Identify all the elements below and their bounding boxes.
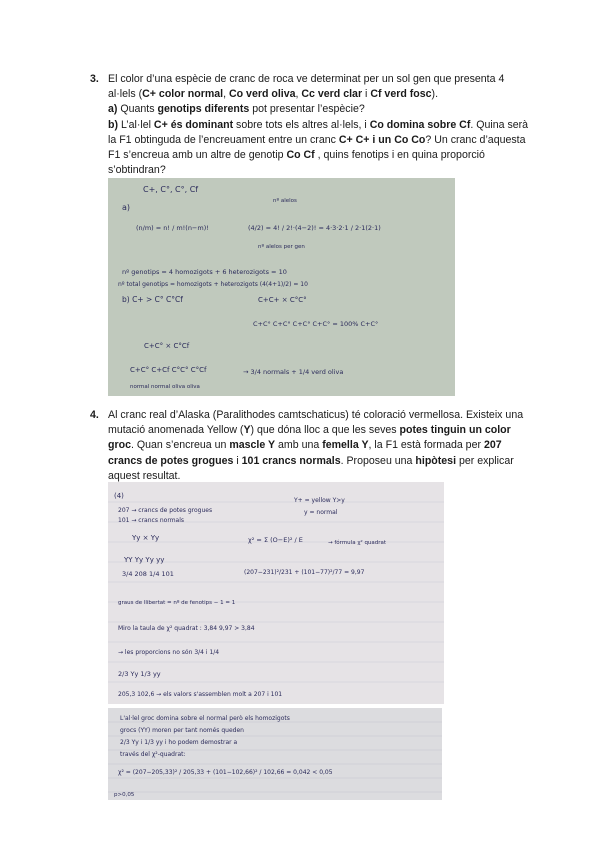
hw-line: p>0,05 xyxy=(114,792,135,798)
hw-line: 205,3 102,6 → els valors s'assemblen molt a 207 i 101 xyxy=(118,691,283,698)
hw-line: graus de llibertat = nº de fenotips − 1 = 1 xyxy=(118,600,236,606)
hw-line: (207−231)²/231 + (101−77)²/77 = 9,97 xyxy=(244,569,365,576)
hw-line: 3/4 208 1/4 101 xyxy=(122,570,174,578)
hw-line: nº alelos xyxy=(273,198,297,204)
question-4 xyxy=(90,408,530,484)
hw-line: C+C° C+Cf C°C° C°Cf xyxy=(130,366,207,374)
hw-line: C+C° × C°Cf xyxy=(144,342,190,350)
hw-line: nº genotips = 4 homozigots + 6 heterozigots = 10 xyxy=(122,268,287,276)
hw-line: normal normal oliva oliva xyxy=(130,384,200,390)
hw-line: nº total genotips = homozigots + heterozigots (4(4+1)/2) = 10 xyxy=(118,281,308,288)
handwritten-answer-photo-4b xyxy=(108,708,442,800)
hw-line: → les proporcions no són 3/4 i 1/4 xyxy=(118,649,220,656)
hw-line: C+, C°, C°, Cf xyxy=(143,185,199,194)
hw-line: b) C+ > C° C°Cf xyxy=(122,295,183,304)
hw-line: (n/m) = n! / m!(n−m)! xyxy=(136,224,209,232)
hw-line: Y+ = yellow Y>y xyxy=(294,497,345,504)
hw-line: C+C+ × C°C° xyxy=(258,296,307,304)
hw-line: y = normal xyxy=(304,509,338,516)
hw-line: → 3/4 normals + 1/4 verd oliva xyxy=(243,368,344,376)
hw-line: grocs (YY) moren per tant només queden xyxy=(120,727,244,734)
hw-line: 2/3 Yy 1/3 yy xyxy=(118,670,161,678)
question-4-text: Al cranc real d’Alaska (Paralithodes camtschaticus) té coloració vermellosa. Existeix una mutació anomenada Yellow (Y) que dóna lloc a que les seves potes tinguin un color groc. Quan s’encreua un mascle Y amb una femella Y, la F1 està formada per 207 crancs de potes grogues i 101 crancs normals. Proposeu una hipòtesi per explicar aquest resultat. xyxy=(108,409,524,482)
hw-line: Miro la taula de χ² quadrat : 3,84 9,97 > 3,84 xyxy=(118,625,255,632)
hw-line: χ² = Σ (O−E)² / E xyxy=(248,536,303,544)
hw-line: χ² = (207−205,33)² / 205,33 + (101−102,66)² / 102,66 = 0,042 < 0,05 xyxy=(118,769,333,776)
hw-line: (4) xyxy=(114,492,124,500)
hw-line: nº alelos per gen xyxy=(258,244,305,250)
question-3-intro: El color d’una espècie de cranc de roca ve determinat per un sol gen que presenta 4 al·lels (C+ color normal, Co verd oliva, Cc verd clar i Cf verd fosc). xyxy=(108,73,505,101)
handwritten-answer-photo-3 xyxy=(108,178,455,396)
question-number: 3. xyxy=(90,73,99,85)
hw-line: 207 → crancs de potes grogues xyxy=(118,507,213,514)
hw-line: a) xyxy=(122,203,131,212)
question-3a: a) Quants genotips diferents pot presentar l’espècie? xyxy=(108,103,365,116)
question-3 xyxy=(90,72,530,178)
hw-line: través del χ²-quadrat: xyxy=(120,751,186,758)
hw-line: 101 → crancs normals xyxy=(118,517,185,524)
question-number: 4. xyxy=(90,409,99,421)
hw-line: 2/3 Yy i 1/3 yy i ho podem demostrar a xyxy=(120,739,238,746)
question-3b: b) L’al·lel C+ és dominant sobre tots els altres al·lels, i Co domina sobre Cf. Quina serà la F1 obtinguda de l’encreuament entre un cranc C+ C+ i un Co Co? Un cranc d’aquesta F1 s’encreua amb un altre de genotip Co Cf , quins fenotips i en quina proporció s’obtindran? xyxy=(108,118,529,177)
hw-line: (4/2) = 4! / 2!·(4−2)! = 4·3·2·1 / 2·1(2·1) xyxy=(248,224,381,232)
hw-line: C+C° C+C° C+C° C+C° = 100% C+C° xyxy=(253,320,379,328)
hw-line: YY Yy Yy yy xyxy=(124,556,165,564)
hw-line: Yy × Yy xyxy=(132,534,160,542)
handwritten-answer-photo-4a xyxy=(108,482,444,704)
hw-line: L'al·lel groc domina sobre el normal però els homozigots xyxy=(120,715,290,722)
hw-line: → fórmula χ² quadrat xyxy=(328,540,387,546)
